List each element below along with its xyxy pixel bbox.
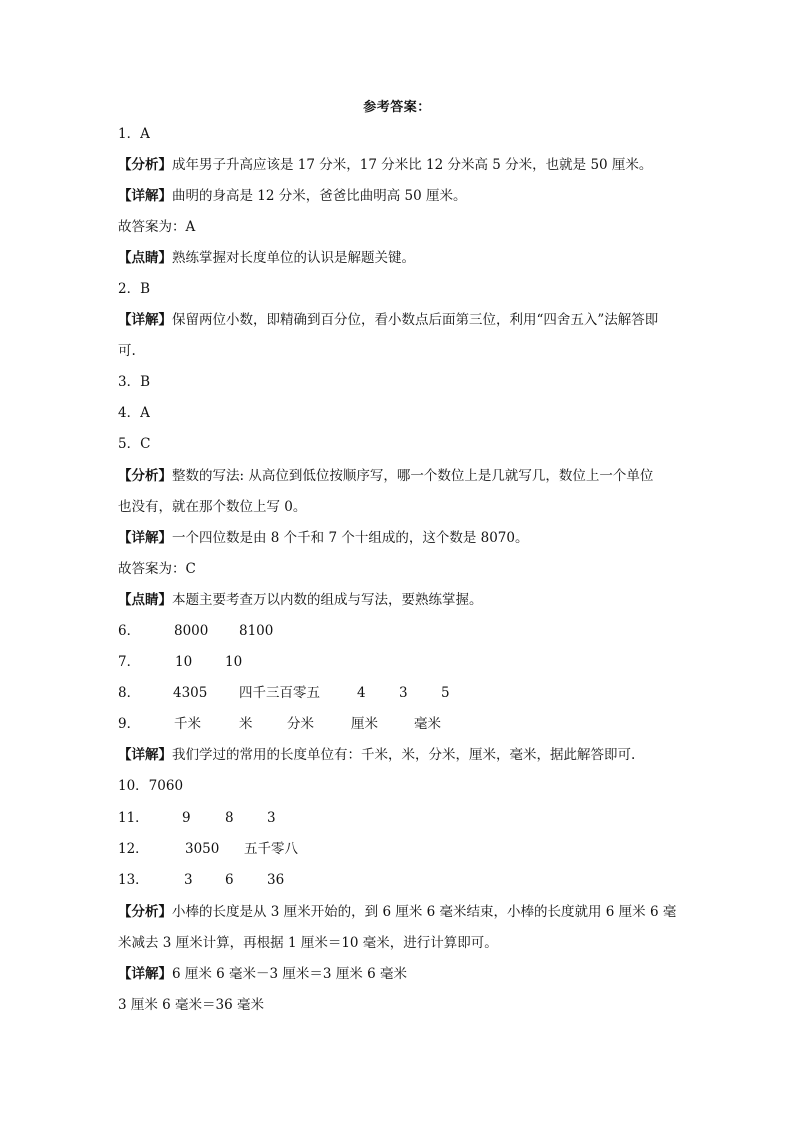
q2-answer: 2．B [118,281,151,297]
detail-text: 我们学过的常用的长度单位有：千米，米，分米，厘米，毫米，据此解答即可. [172,747,636,763]
answer-blank: 四千三百零五 [239,685,320,701]
tip-tag: 【点睛】 [118,592,172,608]
q4-answer: 4．A [118,405,150,421]
q2-detail [118,310,678,330]
answer-blank: 米 [239,716,253,732]
question-number: 9． [118,716,141,732]
q5-detail [118,528,678,548]
tip-text: 本题主要考查万以内数的组成与写法，要熟练掌握。 [172,592,483,608]
q5-tip [118,590,678,610]
answer-blank: 10 [175,654,193,670]
answer-blank: 分米 [287,716,314,732]
answer-blank: 4305 [173,685,208,701]
answer-blank: 8 [225,810,234,826]
answer-blank: 9 [182,810,191,826]
q9-answer [118,714,678,734]
q13-analysis-cont: 米减去 3 厘米计算，再根据 1 厘米＝10 毫米，进行计算即可。 [118,935,498,951]
question-number: 11． [118,810,149,826]
analysis-text: 小棒的长度是从 3 厘米开始的，到 6 厘米 6 毫米结束，小棒的长度就用 6 厘米 6 毫 [172,904,677,920]
q1-answer: 1．A [118,126,150,142]
q13-detail-cont: 3 厘米 6 毫米＝36 毫米 [118,997,265,1013]
question-number: 8． [118,685,141,701]
answer-blank: 4 [357,685,366,701]
q9-detail [118,745,678,765]
answer-blank: 3 [184,872,193,888]
q1-conclusion: 故答案为：A [118,219,196,235]
analysis-tag: 【分析】 [118,904,172,920]
q5-conclusion: 故答案为：C [118,561,196,577]
answer-blank: 毫米 [414,716,441,732]
answer-blank: 3 [267,810,276,826]
q3-answer: 3．B [118,374,151,390]
q13-detail [118,964,678,984]
q1-detail [118,186,678,206]
answer-blank: 8000 [174,623,209,639]
answer-blank: 5 [441,685,450,701]
detail-text: 一个四位数是由 8 个千和 7 个十组成的，这个数是 8070。 [172,530,529,546]
analysis-tag: 【分析】 [118,468,172,484]
q5-analysis-cont: 也没有，就在那个数位上写 0。 [118,499,307,515]
answer-blank: 3050 [185,841,220,857]
detail-tag: 【详解】 [118,966,172,982]
answer-blank: 36 [267,872,285,888]
detail-tag: 【详解】 [118,530,172,546]
answer-blank: 10 [225,654,243,670]
q1-tip [118,248,678,268]
q11-answer [118,808,678,828]
q1-analysis [118,155,678,175]
detail-text: 曲明的身高是 12 分米，爸爸比曲明高 50 厘米。 [172,188,467,204]
answer-blank: 千米 [174,716,201,732]
page-title: 参考答案： [363,100,431,115]
tip-tag: 【点睛】 [118,250,172,266]
answer-blank: 3 [399,685,408,701]
q7-answer [118,652,678,672]
detail-tag: 【详解】 [118,312,172,328]
q2-detail-cont: 可. [118,343,136,359]
detail-text: 6 厘米 6 毫米－3 厘米＝3 厘米 6 毫米 [172,966,407,982]
answer-blank: 8100 [239,623,274,639]
q5-analysis [118,466,678,486]
detail-text: 保留两位小数，即精确到百分位，看小数点后面第三位，利用“四舍五入”法解答即 [172,312,659,328]
detail-tag: 【详解】 [118,747,172,763]
answer-blank: 厘米 [351,716,378,732]
question-number: 6． [118,623,141,639]
detail-tag: 【详解】 [118,188,172,204]
q6-answer [118,621,678,641]
question-number: 12． [118,841,149,857]
q12-answer [118,839,678,859]
tip-text: 熟练掌握对长度单位的认识是解题关键。 [172,250,415,266]
q5-answer: 5．C [118,436,151,452]
analysis-text: 整数的写法: 从高位到低位按顺序写，哪一个数位上是几就写几，数位上一个单位 [172,468,654,484]
answer-blank: 6 [225,872,234,888]
analysis-text: 成年男子升高应该是 17 分米，17 分米比 12 分米高 5 分米，也就是 50 厘米。 [172,157,653,173]
q13-answer [118,870,678,890]
question-number: 7． [118,654,141,670]
analysis-tag: 【分析】 [118,157,172,173]
q8-answer [118,683,678,703]
answer-blank: 五千零八 [244,841,298,857]
q10-answer: 10．7060 [118,778,184,794]
question-number: 13． [118,872,149,888]
q13-analysis [118,902,678,922]
